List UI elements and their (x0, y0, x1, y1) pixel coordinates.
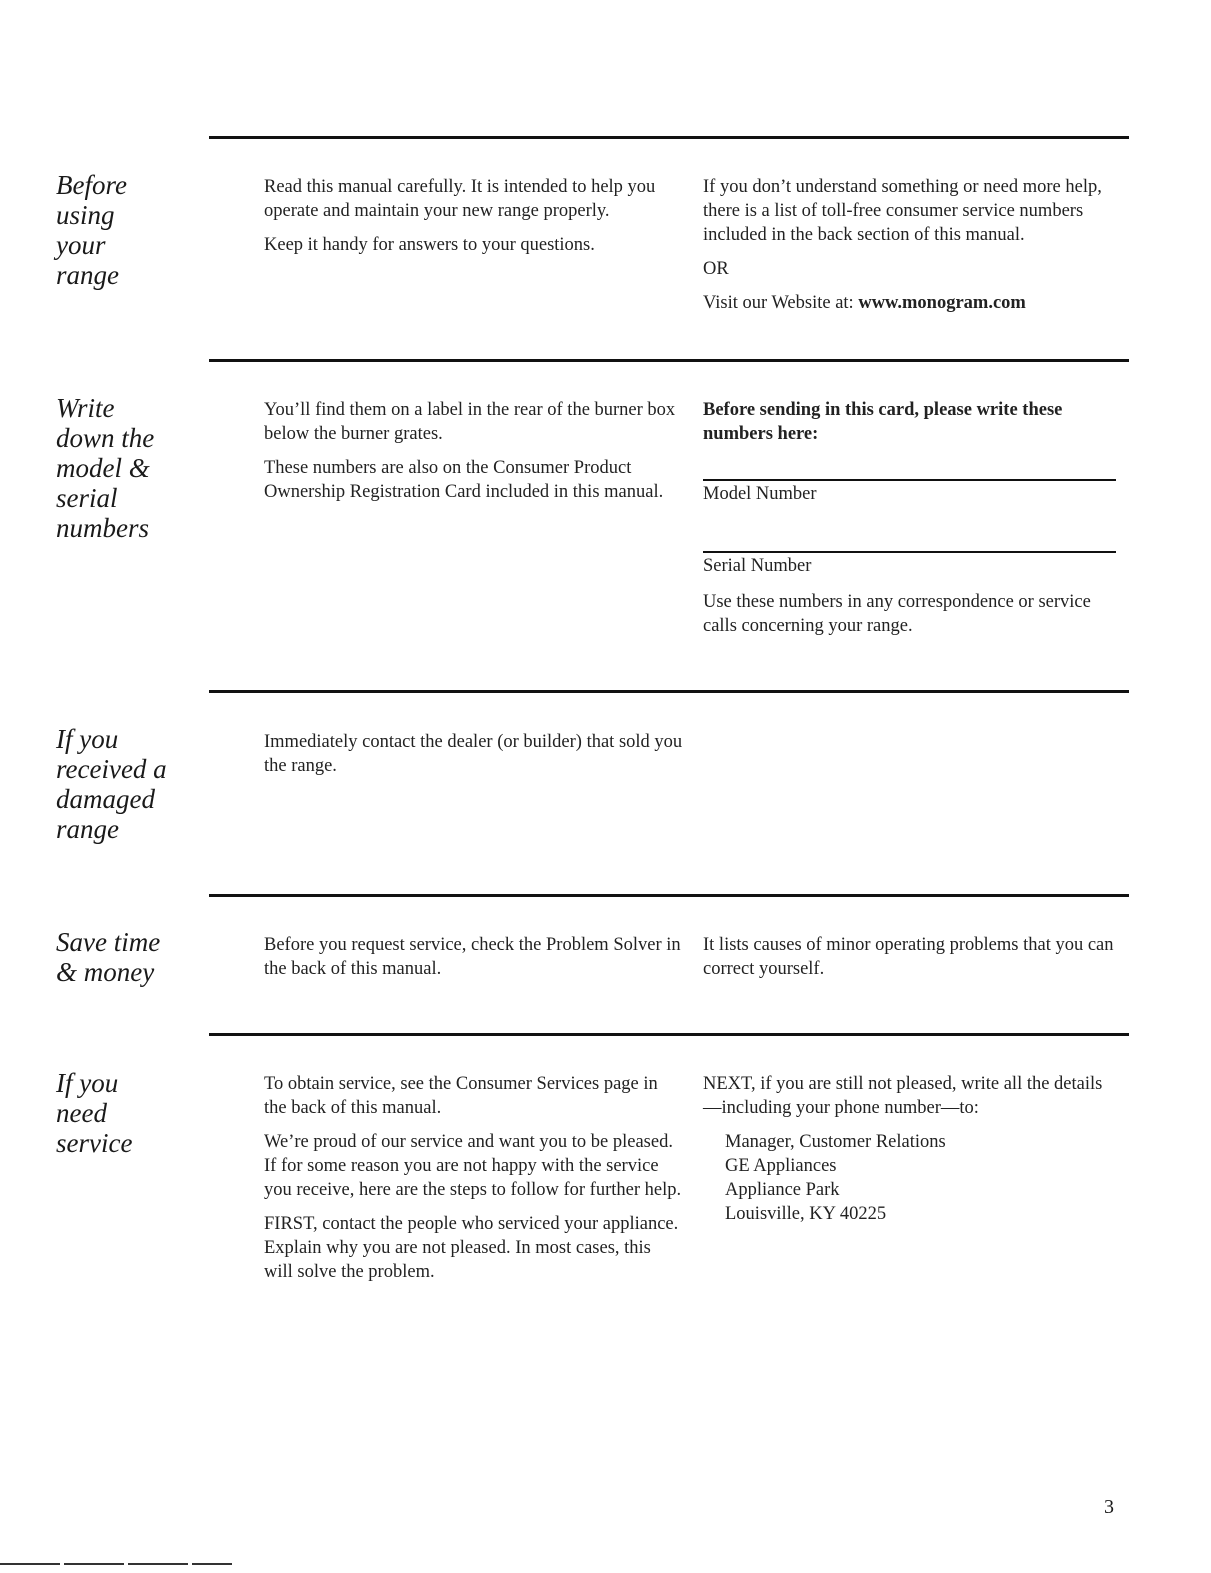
section-heading-write-down (56, 393, 216, 543)
website-line (703, 291, 1118, 315)
damaged-col1: Immediately contact the dealer (or builder) that sold you the range. (264, 732, 683, 776)
heading-line: range (56, 814, 119, 844)
paragraph: NEXT, if you are still not pleased, write all the details—including your phone number—to: (703, 1074, 1103, 1118)
write-col1 (264, 398, 684, 514)
paragraph: Keep it handy for answers to your questions. (264, 235, 595, 255)
heading-line: model & (56, 453, 150, 483)
section-divider (209, 690, 1129, 693)
heading-line: numbers (56, 513, 149, 543)
section-heading-before-using (56, 170, 216, 290)
heading-line: your (56, 230, 106, 260)
section-divider (209, 894, 1129, 897)
address-line: Louisville, KY 40225 (725, 1204, 887, 1224)
mailing-address (703, 1130, 1118, 1226)
write-instruction: Before sending in this card, please write these numbers here: (703, 400, 1063, 444)
heading-line: service (56, 1128, 133, 1158)
serial-number-label: Serial Number (703, 556, 812, 576)
page-number: 3 (1104, 1496, 1114, 1518)
section-divider (209, 359, 1129, 362)
model-number-label: Model Number (703, 484, 817, 504)
address-line: Appliance Park (725, 1180, 840, 1200)
section-divider (209, 1033, 1129, 1036)
heading-line: damaged (56, 784, 155, 814)
paragraph: Read this manual carefully. It is intended to help you operate and maintain your new range properly. (264, 177, 656, 221)
section-heading-service (56, 1068, 216, 1158)
heading-line: down the (56, 423, 155, 453)
heading-line: Before (56, 170, 127, 200)
before-col2 (703, 175, 1118, 325)
paragraph: We’re proud of our service and want you to be pleased. If for some reason you are not happy with the service you receive, here are the steps to follow for further help. (264, 1132, 682, 1200)
save-col1: Before you request service, check the Problem Solver in the back of this manual. (264, 935, 681, 979)
section-divider (209, 136, 1129, 139)
heading-line: If you (56, 1068, 119, 1098)
website-prefix: Visit our Website at: (703, 293, 859, 313)
or-text: OR (703, 259, 729, 279)
section-heading-damaged (56, 724, 216, 844)
model-number-line[interactable] (703, 479, 1116, 481)
write-note: Use these numbers in any correspondence or service calls concerning your range. (703, 592, 1091, 636)
section-heading-save (56, 927, 216, 987)
heading-line: & money (56, 957, 155, 987)
service-col1 (264, 1072, 684, 1294)
paragraph: If you don’t understand something or need more help, there is a list of toll-free consumer service numbers included in the back section of this manual. (703, 177, 1102, 245)
heading-line: If you (56, 724, 119, 754)
paragraph: FIRST, contact the people who serviced your appliance. Explain why you are not pleased. In most cases, this will solve the problem. (264, 1214, 679, 1282)
address-line: Manager, Customer Relations (725, 1132, 946, 1152)
website-link[interactable]: www.monogram.com (858, 293, 1026, 313)
heading-line: using (56, 200, 115, 230)
heading-line: range (56, 260, 119, 290)
paragraph: To obtain service, see the Consumer Services page in the back of this manual. (264, 1074, 658, 1118)
before-col1 (264, 175, 684, 267)
heading-line: Save time (56, 927, 161, 957)
heading-line: serial (56, 483, 118, 513)
service-col2 (703, 1072, 1118, 1226)
address-line: GE Appliances (725, 1156, 837, 1176)
save-col2: It lists causes of minor operating problems that you can correct yourself. (703, 935, 1114, 979)
heading-line: need (56, 1098, 107, 1128)
serial-number-line[interactable] (703, 551, 1116, 553)
paragraph: These numbers are also on the Consumer Product Ownership Registration Card included in this manual. (264, 458, 664, 502)
scan-edge-mark (0, 1563, 232, 1565)
paragraph: You’ll find them on a label in the rear of the burner box below the burner grates. (264, 400, 676, 444)
heading-line: received a (56, 754, 167, 784)
heading-line: Write (56, 393, 115, 423)
